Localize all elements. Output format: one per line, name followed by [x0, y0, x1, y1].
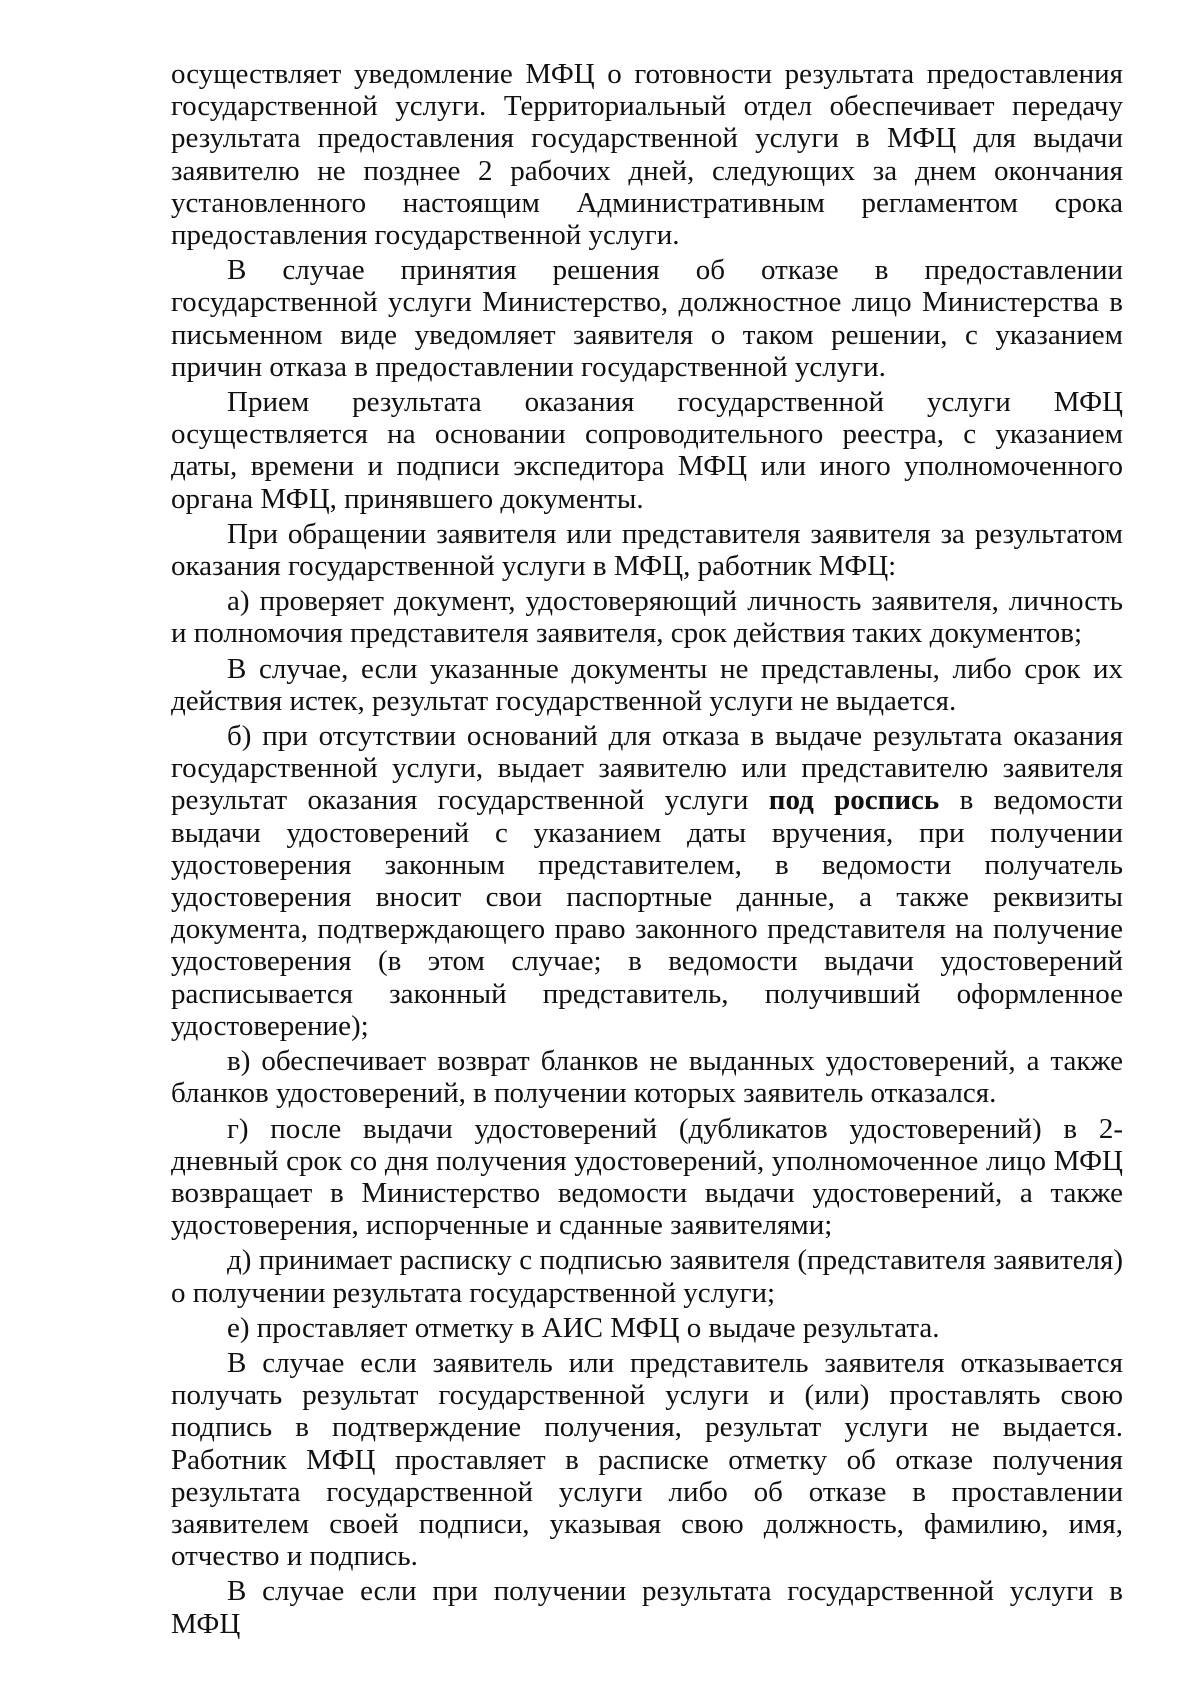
- paragraph-text: В случае, если указанные документы не представлены, либо срок их действия истек, результат государственной услуги не выдается.: [171, 652, 1123, 717]
- paragraph-text: В случае принятия решения об отказе в предоставлении государственной услуги Министерство, должностное лицо Министерства в письменном виде уведомляет заявителя о таком решении, с указанием причин отказа в предоставлении государственной услуги.: [171, 254, 1123, 383]
- paragraph-item-g: [171, 1113, 1123, 1242]
- paragraph-5: [171, 653, 1123, 717]
- paragraph-item-d: [171, 1244, 1123, 1308]
- paragraph-text: осуществляет уведомление МФЦ о готовности результата предоставления государственной услуги. Территориальный отдел обеспечивает передачу результата предоставления государственной услуги в МФЦ для выдачи заявителю не позднее 2 рабочих дней, следующих за днем окончания установленного настоящим Административным регламентом срока предоставления государственной услуги.: [171, 58, 1123, 252]
- paragraph-item-v: [171, 1045, 1123, 1109]
- paragraph-text: в ведомости выдачи удостоверений с указанием даты вручения, при получении удостоверения законным представителем, в ведомости получатель удостоверения вносит свои паспортные данные, а также реквизиты документа, подтверждающего право законного представителя на получение удостоверения (в этом случае; в ведомости выдачи удостоверений расписывается законный представитель, получивший оформленное удостоверение);: [171, 784, 1123, 1042]
- bold-phrase: под роспись: [768, 784, 940, 817]
- paragraph-text: г) после выдачи удостоверений (дубликатов удостоверений) в 2-дневный срок со дня получения удостоверений, уполномоченное лицо МФЦ возвращает в Министерство ведомости выдачи удостоверений, а также удостоверения, испорченные и сданные заявителями;: [171, 1112, 1123, 1242]
- paragraph-text: В случае если при получении результата государственной услуги в МФЦ: [171, 1575, 1123, 1640]
- paragraph-item-e: [171, 1312, 1123, 1344]
- paragraph-text: е) проставляет отметку в АИС МФЦ о выдаче результата.: [227, 1311, 940, 1344]
- paragraph-item-b: [171, 720, 1123, 1042]
- paragraph-text: д) принимает расписку с подписью заявителя (представителя заявителя) о получении результата государственной услуги;: [171, 1244, 1123, 1309]
- paragraph-text: При обращении заявителя или представителя заявителя за результатом оказания государственной услуги в МФЦ, работник МФЦ:: [171, 517, 1123, 583]
- paragraph-3: [171, 386, 1123, 515]
- paragraph-text: а) проверяет документ, удостоверяющий личность заявителя, личность и полномочия представителя заявителя, срок действия таких документов;: [171, 585, 1123, 650]
- paragraph-1: [171, 58, 1123, 251]
- paragraph-text: б) при отсутствии оснований для отказа в выдаче результата оказания государственной услуги, выдает заявителю или представителю заявителя результат оказания государственной услуги: [171, 720, 1123, 817]
- paragraph-text: Прием результата оказания государственной услуги МФЦ осуществляется на основании сопроводительного реестра, с указанием даты, времени и подписи экспедитора МФЦ или иного уполномоченного органа МФЦ, принявшего документы.: [171, 386, 1123, 515]
- paragraph-7: [171, 1575, 1123, 1639]
- paragraph-2: [171, 254, 1123, 383]
- paragraph-text: в) обеспечивает возврат бланков не выданных удостоверений, а также бланков удостоверений, в получении которых заявитель отказался.: [171, 1045, 1123, 1110]
- paragraph-4: [171, 518, 1123, 582]
- paragraph-text: В случае если заявитель или представитель заявителя отказывается получать результат государственной услуги и (или) проставлять свою подпись в подтверждение получения, результат услуги не выдается. Работник МФЦ проставляет в расписке отметку об отказе получения результата государственной услуги либо об отказе в проставлении заявителем своей подписи, указывая свою должность, фамилию, имя, отчество и подпись.: [171, 1346, 1123, 1573]
- paragraph-6: [171, 1347, 1123, 1572]
- paragraph-item-a: [171, 585, 1123, 649]
- document-body: [171, 58, 1123, 1640]
